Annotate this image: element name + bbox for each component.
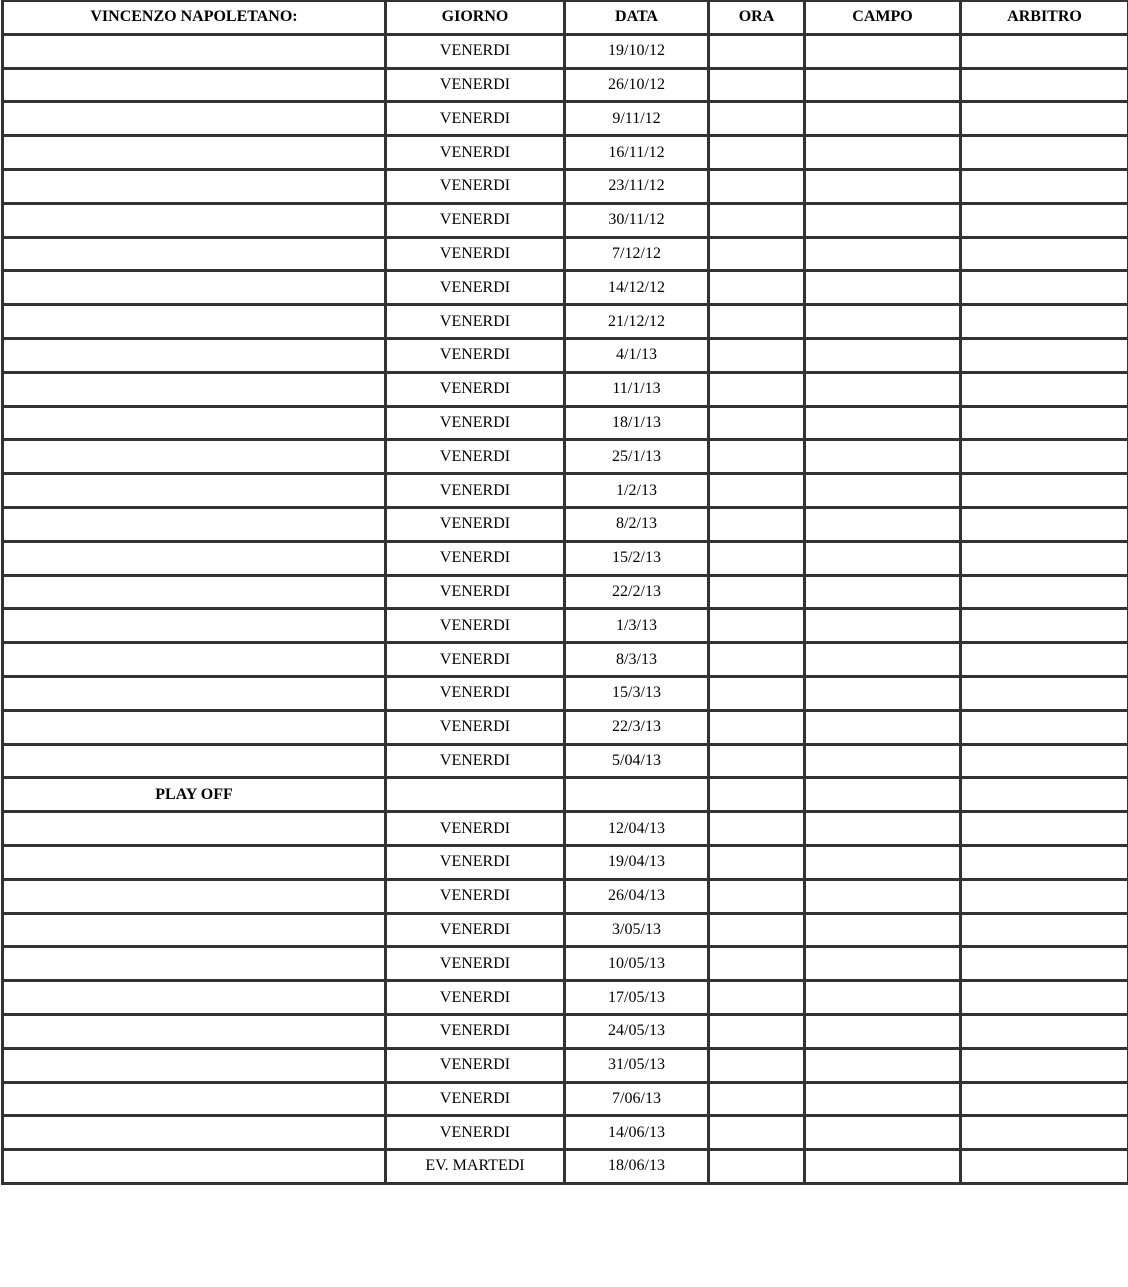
cell-giorno: EV. MARTEDI xyxy=(386,1150,565,1184)
cell-arbitro xyxy=(961,710,1128,744)
cell-campo xyxy=(805,169,961,203)
cell-giorno: VENERDI xyxy=(386,1014,565,1048)
cell-campo xyxy=(805,338,961,372)
table-row xyxy=(3,372,1128,406)
cell-data: 15/3/13 xyxy=(565,676,709,710)
cell-data: 7/12/12 xyxy=(565,237,709,271)
cell-campo xyxy=(805,1014,961,1048)
table-row xyxy=(3,338,1128,372)
cell-arbitro xyxy=(961,744,1128,778)
cell-arbitro xyxy=(961,338,1128,372)
cell-giorno xyxy=(386,778,565,812)
cell-label xyxy=(3,676,386,710)
cell-ora xyxy=(709,271,805,305)
cell-giorno: VENERDI xyxy=(386,102,565,136)
table-row xyxy=(3,710,1128,744)
cell-campo xyxy=(805,643,961,677)
cell-ora xyxy=(709,372,805,406)
cell-campo xyxy=(805,947,961,981)
cell-label xyxy=(3,643,386,677)
table-row xyxy=(3,1082,1128,1116)
cell-data: 4/1/13 xyxy=(565,338,709,372)
cell-campo xyxy=(805,372,961,406)
cell-label xyxy=(3,507,386,541)
cell-arbitro xyxy=(961,1116,1128,1150)
cell-giorno: VENERDI xyxy=(386,947,565,981)
table-row xyxy=(3,947,1128,981)
cell-campo xyxy=(805,203,961,237)
cell-campo xyxy=(805,1048,961,1082)
cell-campo xyxy=(805,440,961,474)
cell-ora xyxy=(709,812,805,846)
table-row xyxy=(3,440,1128,474)
cell-arbitro xyxy=(961,879,1128,913)
cell-campo xyxy=(805,102,961,136)
table-row xyxy=(3,845,1128,879)
cell-giorno: VENERDI xyxy=(386,474,565,508)
table-row xyxy=(3,1048,1128,1082)
cell-campo xyxy=(805,34,961,68)
table-row xyxy=(3,34,1128,68)
cell-data: 7/06/13 xyxy=(565,1082,709,1116)
table-row xyxy=(3,575,1128,609)
cell-campo xyxy=(805,474,961,508)
table-row xyxy=(3,609,1128,643)
cell-campo xyxy=(805,68,961,102)
table-row xyxy=(3,812,1128,846)
schedule-table xyxy=(1,0,1128,1185)
cell-arbitro xyxy=(961,1048,1128,1082)
cell-data: 14/12/12 xyxy=(565,271,709,305)
cell-data: 12/04/13 xyxy=(565,812,709,846)
cell-ora xyxy=(709,338,805,372)
cell-campo xyxy=(805,845,961,879)
cell-giorno: VENERDI xyxy=(386,845,565,879)
cell-giorno: VENERDI xyxy=(386,575,565,609)
cell-arbitro xyxy=(961,169,1128,203)
cell-campo xyxy=(805,913,961,947)
cell-giorno: VENERDI xyxy=(386,710,565,744)
table-row xyxy=(3,744,1128,778)
cell-arbitro xyxy=(961,507,1128,541)
cell-label xyxy=(3,102,386,136)
table-row xyxy=(3,879,1128,913)
header-name: VINCENZO NAPOLETANO: xyxy=(3,1,386,34)
table-row xyxy=(3,643,1128,677)
table-row xyxy=(3,271,1128,305)
cell-giorno: VENERDI xyxy=(386,305,565,339)
cell-label xyxy=(3,169,386,203)
cell-giorno: VENERDI xyxy=(386,271,565,305)
cell-data: 23/11/12 xyxy=(565,169,709,203)
cell-campo xyxy=(805,136,961,170)
cell-arbitro xyxy=(961,981,1128,1015)
cell-ora xyxy=(709,1014,805,1048)
cell-label xyxy=(3,845,386,879)
cell-giorno: VENERDI xyxy=(386,136,565,170)
cell-data: 8/2/13 xyxy=(565,507,709,541)
cell-giorno: VENERDI xyxy=(386,169,565,203)
cell-arbitro xyxy=(961,440,1128,474)
cell-ora xyxy=(709,474,805,508)
cell-giorno: VENERDI xyxy=(386,643,565,677)
cell-ora xyxy=(709,1116,805,1150)
cell-data: 31/05/13 xyxy=(565,1048,709,1082)
schedule-body xyxy=(3,34,1128,1183)
cell-data: 22/3/13 xyxy=(565,710,709,744)
table-row xyxy=(3,778,1128,812)
cell-label xyxy=(3,372,386,406)
cell-campo xyxy=(805,1082,961,1116)
table-row xyxy=(3,981,1128,1015)
cell-arbitro xyxy=(961,305,1128,339)
cell-data: 1/3/13 xyxy=(565,609,709,643)
cell-label xyxy=(3,305,386,339)
cell-arbitro xyxy=(961,1150,1128,1184)
cell-data: 18/1/13 xyxy=(565,406,709,440)
cell-ora xyxy=(709,778,805,812)
cell-data: 19/10/12 xyxy=(565,34,709,68)
cell-giorno: VENERDI xyxy=(386,338,565,372)
cell-arbitro xyxy=(961,778,1128,812)
table-row xyxy=(3,676,1128,710)
cell-ora xyxy=(709,609,805,643)
cell-ora xyxy=(709,575,805,609)
table-row xyxy=(3,237,1128,271)
cell-label xyxy=(3,1116,386,1150)
table-row xyxy=(3,68,1128,102)
cell-ora xyxy=(709,68,805,102)
cell-ora xyxy=(709,1150,805,1184)
cell-data: 26/10/12 xyxy=(565,68,709,102)
table-row xyxy=(3,1014,1128,1048)
cell-data: 19/04/13 xyxy=(565,845,709,879)
cell-arbitro xyxy=(961,474,1128,508)
table-row xyxy=(3,203,1128,237)
cell-arbitro xyxy=(961,609,1128,643)
cell-label xyxy=(3,981,386,1015)
header-data: DATA xyxy=(565,1,709,34)
cell-label xyxy=(3,203,386,237)
cell-giorno: VENERDI xyxy=(386,237,565,271)
cell-label xyxy=(3,1082,386,1116)
table-row xyxy=(3,102,1128,136)
table-row xyxy=(3,169,1128,203)
table-row xyxy=(3,136,1128,170)
table-row xyxy=(3,913,1128,947)
cell-ora xyxy=(709,643,805,677)
cell-giorno: VENERDI xyxy=(386,676,565,710)
cell-label xyxy=(3,1014,386,1048)
cell-giorno: VENERDI xyxy=(386,372,565,406)
cell-arbitro xyxy=(961,812,1128,846)
cell-data: 3/05/13 xyxy=(565,913,709,947)
cell-data: 15/2/13 xyxy=(565,541,709,575)
cell-label xyxy=(3,68,386,102)
cell-label xyxy=(3,744,386,778)
table-row xyxy=(3,541,1128,575)
cell-arbitro xyxy=(961,541,1128,575)
cell-data xyxy=(565,778,709,812)
cell-ora xyxy=(709,744,805,778)
cell-label xyxy=(3,136,386,170)
cell-arbitro xyxy=(961,676,1128,710)
header-campo: CAMPO xyxy=(805,1,961,34)
header-giorno: GIORNO xyxy=(386,1,565,34)
cell-arbitro xyxy=(961,406,1128,440)
cell-giorno: VENERDI xyxy=(386,744,565,778)
cell-data: 21/12/12 xyxy=(565,305,709,339)
cell-data: 14/06/13 xyxy=(565,1116,709,1150)
cell-arbitro xyxy=(961,34,1128,68)
cell-campo xyxy=(805,541,961,575)
cell-label xyxy=(3,812,386,846)
cell-giorno: VENERDI xyxy=(386,1048,565,1082)
cell-label xyxy=(3,338,386,372)
cell-ora xyxy=(709,507,805,541)
cell-campo xyxy=(805,1150,961,1184)
table-row xyxy=(3,1150,1128,1184)
cell-campo xyxy=(805,507,961,541)
cell-ora xyxy=(709,913,805,947)
cell-label xyxy=(3,406,386,440)
cell-ora xyxy=(709,406,805,440)
cell-label xyxy=(3,474,386,508)
cell-campo xyxy=(805,271,961,305)
cell-arbitro xyxy=(961,136,1128,170)
cell-data: 11/1/13 xyxy=(565,372,709,406)
cell-arbitro xyxy=(961,575,1128,609)
cell-ora xyxy=(709,981,805,1015)
cell-data: 1/2/13 xyxy=(565,474,709,508)
cell-ora xyxy=(709,947,805,981)
cell-data: 5/04/13 xyxy=(565,744,709,778)
cell-ora xyxy=(709,1048,805,1082)
cell-ora xyxy=(709,136,805,170)
cell-data: 10/05/13 xyxy=(565,947,709,981)
cell-campo xyxy=(805,879,961,913)
cell-giorno: VENERDI xyxy=(386,913,565,947)
cell-giorno: VENERDI xyxy=(386,440,565,474)
cell-giorno: VENERDI xyxy=(386,507,565,541)
cell-campo xyxy=(805,981,961,1015)
cell-ora xyxy=(709,541,805,575)
cell-ora xyxy=(709,440,805,474)
cell-label: PLAY OFF xyxy=(3,778,386,812)
cell-data: 18/06/13 xyxy=(565,1150,709,1184)
cell-giorno: VENERDI xyxy=(386,406,565,440)
cell-ora xyxy=(709,1082,805,1116)
cell-ora xyxy=(709,237,805,271)
cell-campo xyxy=(805,406,961,440)
cell-ora xyxy=(709,34,805,68)
table-row xyxy=(3,406,1128,440)
cell-arbitro xyxy=(961,237,1128,271)
cell-arbitro xyxy=(961,372,1128,406)
cell-label xyxy=(3,1048,386,1082)
table-row xyxy=(3,474,1128,508)
cell-giorno: VENERDI xyxy=(386,1082,565,1116)
cell-arbitro xyxy=(961,1082,1128,1116)
cell-label xyxy=(3,440,386,474)
cell-data: 8/3/13 xyxy=(565,643,709,677)
cell-arbitro xyxy=(961,1014,1128,1048)
cell-label xyxy=(3,34,386,68)
table-row xyxy=(3,305,1128,339)
cell-arbitro xyxy=(961,102,1128,136)
cell-ora xyxy=(709,879,805,913)
cell-ora xyxy=(709,102,805,136)
cell-campo xyxy=(805,812,961,846)
cell-campo xyxy=(805,609,961,643)
cell-giorno: VENERDI xyxy=(386,34,565,68)
cell-campo xyxy=(805,676,961,710)
cell-data: 30/11/12 xyxy=(565,203,709,237)
cell-ora xyxy=(709,845,805,879)
cell-arbitro xyxy=(961,947,1128,981)
cell-label xyxy=(3,947,386,981)
header-ora: ORA xyxy=(709,1,805,34)
cell-campo xyxy=(805,778,961,812)
cell-giorno: VENERDI xyxy=(386,879,565,913)
cell-arbitro xyxy=(961,913,1128,947)
cell-campo xyxy=(805,237,961,271)
cell-data: 26/04/13 xyxy=(565,879,709,913)
cell-campo xyxy=(805,1116,961,1150)
cell-arbitro xyxy=(961,203,1128,237)
cell-campo xyxy=(805,710,961,744)
cell-label xyxy=(3,541,386,575)
cell-campo xyxy=(805,305,961,339)
table-row xyxy=(3,507,1128,541)
cell-data: 9/11/12 xyxy=(565,102,709,136)
cell-data: 22/2/13 xyxy=(565,575,709,609)
cell-data: 25/1/13 xyxy=(565,440,709,474)
cell-giorno: VENERDI xyxy=(386,541,565,575)
cell-label xyxy=(3,879,386,913)
cell-data: 24/05/13 xyxy=(565,1014,709,1048)
cell-ora xyxy=(709,710,805,744)
cell-label xyxy=(3,237,386,271)
cell-label xyxy=(3,609,386,643)
cell-ora xyxy=(709,203,805,237)
cell-data: 16/11/12 xyxy=(565,136,709,170)
cell-arbitro xyxy=(961,271,1128,305)
cell-giorno: VENERDI xyxy=(386,609,565,643)
cell-label xyxy=(3,710,386,744)
cell-ora xyxy=(709,169,805,203)
cell-label xyxy=(3,913,386,947)
cell-giorno: VENERDI xyxy=(386,68,565,102)
cell-label xyxy=(3,271,386,305)
cell-giorno: VENERDI xyxy=(386,981,565,1015)
cell-label xyxy=(3,575,386,609)
cell-campo xyxy=(805,575,961,609)
cell-giorno: VENERDI xyxy=(386,812,565,846)
cell-ora xyxy=(709,676,805,710)
cell-campo xyxy=(805,744,961,778)
cell-arbitro xyxy=(961,68,1128,102)
cell-data: 17/05/13 xyxy=(565,981,709,1015)
cell-arbitro xyxy=(961,845,1128,879)
cell-ora xyxy=(709,305,805,339)
cell-giorno: VENERDI xyxy=(386,1116,565,1150)
cell-giorno: VENERDI xyxy=(386,203,565,237)
header-row xyxy=(3,1,1128,34)
table-row xyxy=(3,1116,1128,1150)
header-arbitro: ARBITRO xyxy=(961,1,1128,34)
cell-arbitro xyxy=(961,643,1128,677)
cell-label xyxy=(3,1150,386,1184)
